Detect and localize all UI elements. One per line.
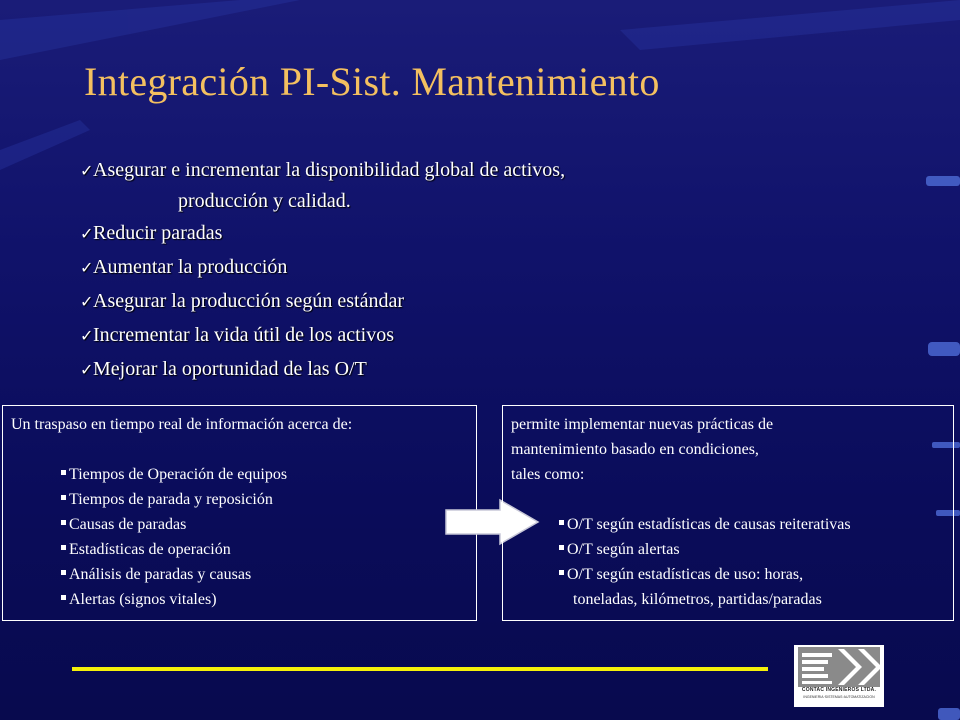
objectives-checklist [80,154,565,387]
list-item [61,512,468,537]
checklist-item [80,251,565,285]
checklist-item [80,285,565,319]
checklist-item [80,319,565,353]
list-item [559,562,945,587]
information-box [2,405,477,621]
checkmark-icon: ✓ [80,362,94,379]
list-item-text: Estadísticas de operación [69,541,231,558]
square-bullet-icon [61,595,66,600]
square-bullet-icon [559,570,564,575]
practices-intro-line: mantenimiento basado en condiciones, [511,441,759,458]
checklist-item-text: Asegurar e incrementar la disponibilidad global de activos, [93,159,566,181]
checklist-item-continuation: producción y calidad. [178,190,351,212]
checklist-item-text: Incrementar la vida útil de los activos [93,324,395,346]
information-box-intro: Un traspaso en tiempo real de información acerca de: [11,416,353,433]
practices-intro-line: tales como: [511,466,585,483]
practices-bullet-list [511,512,945,612]
list-item [559,537,945,562]
checklist-item-text: Reducir paradas [93,222,223,244]
list-item-text: O/T según estadísticas de causas reiterativas [567,516,851,533]
list-item-text: Alertas (signos vitales) [69,591,217,608]
square-bullet-icon [61,495,66,500]
list-item [61,562,468,587]
square-bullet-icon [61,470,66,475]
company-name: CONTAC INGENIEROS LTDA. [801,687,877,693]
checkmark-icon: ✓ [80,163,94,180]
list-item [61,462,468,487]
list-item-text: O/T según alertas [567,541,680,558]
list-item-continuation: toneladas, kilómetros, partidas/paradas [573,591,822,608]
contac-logo-icon [798,647,880,687]
square-bullet-icon [61,520,66,525]
company-tagline: INGENIERIA·SISTEMAS·AUTOMATIZACION [803,695,875,699]
checklist-item-text: Asegurar la producción según estándar [93,290,404,312]
checklist-item [80,217,565,251]
square-bullet-icon [559,520,564,525]
divider-line [72,667,768,671]
list-item-text: Tiempos de Operación de equipos [69,466,288,483]
list-item [61,587,468,612]
company-logo [794,645,884,707]
practices-box [502,405,954,621]
list-item [61,487,468,512]
checkmark-icon: ✓ [80,328,94,345]
list-item [61,537,468,562]
checklist-item-text: Aumentar la producción [93,256,288,278]
list-item-text: Causas de paradas [69,516,187,533]
list-item-text: Análisis de paradas y causas [69,566,252,583]
list-item-text: Tiempos de parada y reposición [69,491,273,508]
checkmark-icon: ✓ [80,226,94,243]
list-item [559,512,945,537]
checkmark-icon: ✓ [80,294,94,311]
square-bullet-icon [559,545,564,550]
information-bullet-list [11,462,468,612]
practices-intro-line: permite implementar nuevas prácticas de [511,416,774,433]
checklist-item [80,154,565,217]
square-bullet-icon [61,570,66,575]
square-bullet-icon [61,545,66,550]
checkmark-icon: ✓ [80,260,94,277]
list-item-text: O/T según estadísticas de uso: horas, [567,566,804,583]
slide-title: Integración PI-Sist. Mantenimiento [84,59,660,104]
checklist-item-text: Mejorar la oportunidad de las O/T [93,358,367,380]
checklist-item [80,353,565,387]
